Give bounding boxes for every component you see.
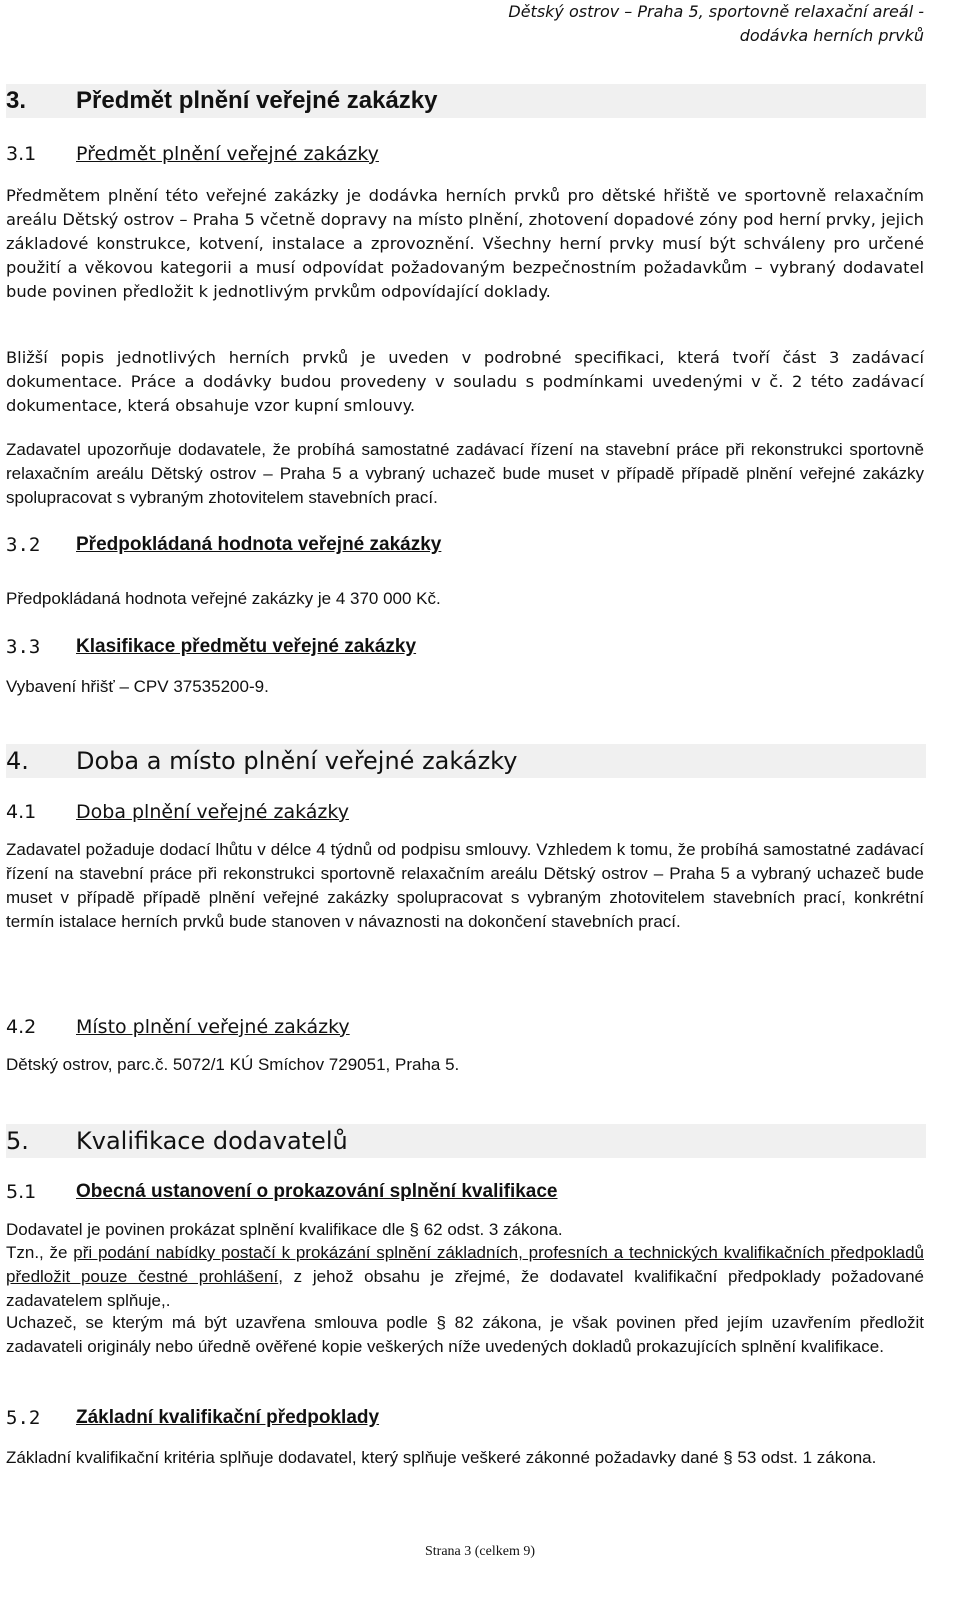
section-title: Předpokládaná hodnota veřejné zakázky [76, 534, 442, 555]
section-3-heading [6, 84, 926, 118]
section-number: 3.1 [6, 143, 37, 165]
section-4-2-paragraph: Dětský ostrov, parc.č. 5072/1 KÚ Smíchov 729051, Praha 5. [6, 1055, 460, 1074]
section-title: Základní kvalifikační předpoklady [76, 1407, 380, 1428]
section-5-1-paragraph-2 [6, 1241, 924, 1313]
section-number: 3.3 [6, 636, 41, 658]
paragraph-text: , z jehož obsahu je zřejmé, že dodavatel kvalifikační předpoklady požadované zadavatelem splňuje,. [6, 1267, 924, 1310]
underlined-text: při podání nabídky postačí k prokázání splnění základních, profesních a technických kvalifikačních předpokladů předložit pouze čestné prohlášení [6, 1243, 925, 1286]
paragraph-text: Tzn., že [6, 1243, 74, 1262]
section-3-1-paragraph-1: Předmětem plnění této veřejné zakázky je dodávka herních prvků pro dětské hřiště ve sportovně relaxačním areálu Dětský ostrov – Praha 5 včetně dopravy na místo plnění, zhotovení dopadové zóny pod herní prvky, jejich základové konstrukce, kotvení, instalace a zprovoznění. Všechny herní prvky musí být schváleny pro určené použití a věkovou kategorii a musí odpovídat požadovaným bezpečnostním požadavkům – vybraný dodavatel bude povinen předložit k jednotlivým prvkům odpovídající doklady. [6, 186, 924, 301]
section-number: 4.1 [6, 801, 37, 823]
page-footer: Strana 3 (celkem 9) [424, 1544, 535, 1559]
section-number: 3.2 [6, 534, 41, 556]
section-3-1-paragraph-2: Bližší popis jednotlivých herních prvků je uveden v podrobné specifikaci, která tvoří část 3 zadávací dokumentace. Práce a dodávky budou provedeny v souladu s podmínkami uvedenými v č. 2 této zadávací dokumentace, která obsahuje vzor kupní smlouvy. [6, 348, 924, 415]
section-5-1-paragraph-3: Uchazeč, se kterým má být uzavřena smlouva podle § 82 zákona, je však povinen před jejím uzavřením předložit zadavateli originály nebo úředně ověřené kopie veškerých níže uvedených dokladů prokazujících splnění kvalifikace. [6, 1313, 924, 1356]
section-title: Předmět plnění veřejné zakázky [76, 87, 438, 114]
section-4-1-paragraph: Zadavatel požaduje dodací lhůtu v délce 4 týdnů od podpisu smlouvy. Vzhledem k tomu, že probíhá samostatné zadávací řízení na stavební práce při rekonstrukci sportovně relaxačním areálu Dětský ostrov – Praha 5 a vybraný uchazeč bude muset v případě případě plnění veřejné zakázky spolupracovat s vybraným zhotovitelem stavebních prací, konkrétní termín istalace herních prvků bude stanoven v návaznosti na dokončení stavebních prací. [6, 840, 924, 931]
section-3-2-paragraph: Předpokládaná hodnota veřejné zakázky je 4 370 000 Kč. [6, 589, 441, 608]
section-4-heading [6, 744, 926, 778]
section-number: 5. [6, 1127, 29, 1155]
section-title: Obecná ustanovení o prokazování splnění kvalifikace [76, 1181, 558, 1202]
section-number: 3. [6, 87, 27, 114]
running-header-line1: Dětský ostrov – Praha 5, sportovně relaxační areál - [508, 2, 924, 21]
section-5-heading [6, 1124, 926, 1158]
section-title: Doba a místo plnění veřejné zakázky [76, 747, 518, 775]
running-header [404, 0, 924, 48]
section-3-1-paragraph-3: Zadavatel upozorňuje dodavatele, že probíhá samostatné zadávací řízení na stavební práce při rekonstrukci sportovně relaxačním areálu Dětský ostrov – Praha 5 a vybraný uchazeč bude muset v případě případě plnění veřejné zakázky spolupracovat s vybraným zhotovitelem stavebních prací. [6, 440, 924, 507]
section-3-3-paragraph: Vybavení hřišť – CPV 37535200-9. [6, 677, 269, 696]
running-header-line2: dodávka herních prvků [739, 26, 924, 45]
section-number: 4. [6, 747, 29, 775]
section-title: Klasifikace předmětu veřejné zakázky [76, 636, 417, 657]
section-number: 5.1 [6, 1181, 37, 1203]
section-title: Místo plnění veřejné zakázky [76, 1016, 350, 1038]
section-number: 5.2 [6, 1407, 41, 1429]
section-title: Doba plnění veřejné zakázky [76, 801, 349, 823]
section-5-1-paragraph-1: Dodavatel je povinen prokázat splnění kvalifikace dle § 62 odst. 3 zákona. [6, 1220, 563, 1239]
section-number: 4.2 [6, 1016, 37, 1038]
section-title: Předmět plnění veřejné zakázky [76, 143, 379, 165]
section-5-2-paragraph: Základní kvalifikační kritéria splňuje dodavatel, který splňuje veškeré zákonné požadavky dané § 53 odst. 1 zákona. [6, 1448, 877, 1467]
section-title: Kvalifikace dodavatelů [76, 1127, 348, 1155]
